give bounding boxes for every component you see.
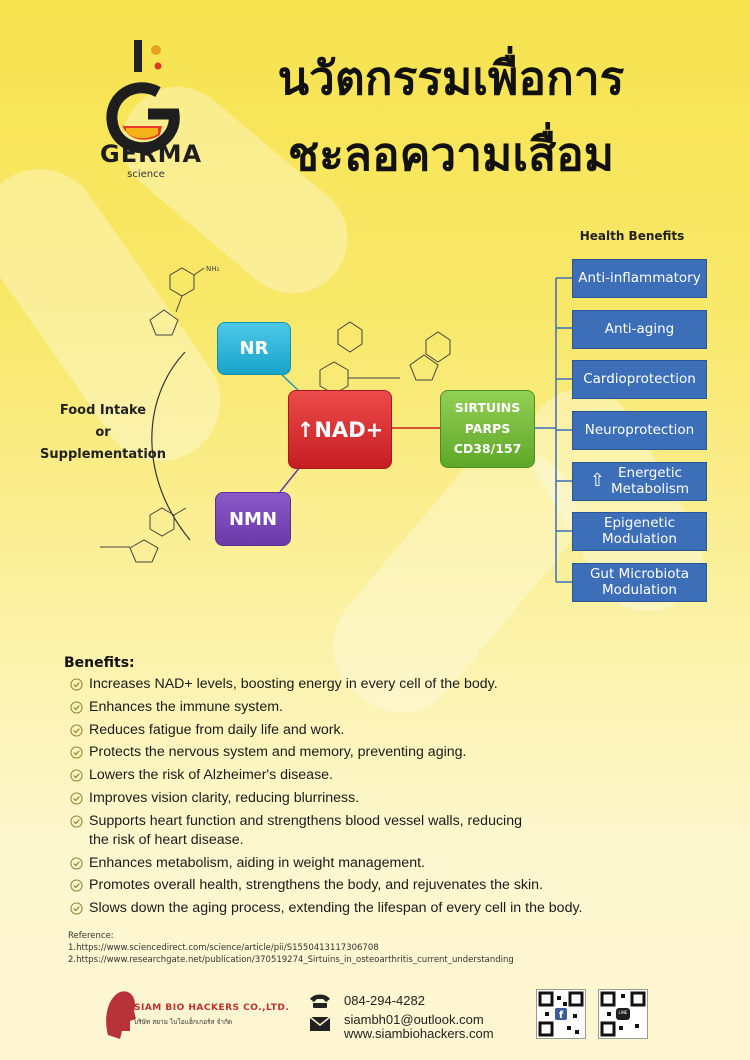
website[interactable]: www.siambiohackers.com xyxy=(344,1026,494,1041)
list-item: Supports heart function and strengthens blood vessel walls, reducing xyxy=(64,812,734,831)
list-item: Lowers the risk of Alzheimer's disease. xyxy=(64,766,734,785)
reference-link-1[interactable]: 1.https://www.sciencedirect.com/science/article/pii/S1550413117306708 xyxy=(68,943,379,953)
up-arrow-icon: ⇧ xyxy=(589,470,606,492)
check-circle-icon xyxy=(70,746,83,759)
brand-name: GERMA xyxy=(100,140,203,168)
list-item: Promotes overall health, strengthens the body, and rejuvenates the skin. xyxy=(64,876,734,895)
list-item: Slows down the aging process, extending the lifespan of every cell in the body. xyxy=(64,899,734,918)
benefit-anti-inflammatory: Anti-inflammatory xyxy=(572,259,707,298)
sirtuins-node: SIRTUINS PARPS CD38/157 xyxy=(440,390,535,468)
list-item-continuation: the risk of heart disease. xyxy=(89,831,244,848)
food-intake-label: Food Intake or Supplementation xyxy=(40,403,166,462)
page-title-line2: ชะลอความเสื่อม xyxy=(287,127,615,181)
nr-node: NR xyxy=(217,322,291,375)
mail-icon xyxy=(310,1017,330,1031)
company-name-thai: บริษัท สยาม ไบโอแฮ็กเกอร์ส จำกัด xyxy=(134,1018,233,1026)
list-item: Increases NAD+ levels, boosting energy in every cell of the body. xyxy=(64,675,734,694)
phone-icon xyxy=(308,993,332,1009)
reference-link-2[interactable]: 2.https://www.researchgate.net/publication/370519274_Sirtuins_in_osteoarthritis_current_understanding xyxy=(68,955,514,965)
check-circle-icon xyxy=(70,879,83,892)
benefits-heading: Benefits: xyxy=(64,655,135,671)
list-item: Enhances the immune system. xyxy=(64,698,734,717)
reference-section xyxy=(68,930,514,966)
nad-node: ↑NAD+ xyxy=(288,390,392,469)
molecule-nh2-label: NH₂ xyxy=(206,265,220,273)
reference-label: Reference: xyxy=(68,931,114,941)
line-label: LINE xyxy=(618,1010,628,1015)
check-circle-icon xyxy=(70,769,83,782)
head-circuit-icon xyxy=(100,985,140,1041)
brand-subtitle: science xyxy=(127,169,165,180)
check-circle-icon xyxy=(70,857,83,870)
check-circle-icon xyxy=(70,902,83,915)
check-circle-icon xyxy=(70,792,83,805)
nmn-node: NMN xyxy=(215,492,291,546)
benefit-gut-microbiota: Gut Microbiota Modulation xyxy=(572,563,707,602)
benefit-anti-aging: Anti-aging xyxy=(572,310,707,349)
benefit-energetic-metabolism: ⇧ Energetic Metabolism xyxy=(572,462,707,501)
line-qr-code[interactable] xyxy=(598,989,648,1039)
check-circle-icon xyxy=(70,701,83,714)
page-title-line1: นวัตกรรมเพื่อการ xyxy=(277,51,625,105)
benefit-epigenetic-modulation: Epigenetic Modulation xyxy=(572,512,707,551)
list-item: Enhances metabolism, aiding in weight management. xyxy=(64,854,734,873)
siam-bio-hackers-logo xyxy=(100,985,290,1041)
list-item: Reduces fatigue from daily life and work. xyxy=(64,721,734,740)
facebook-qr-code[interactable] xyxy=(536,989,586,1039)
benefits-section xyxy=(64,655,734,922)
benefit-cardioprotection: Cardioprotection xyxy=(572,360,707,399)
list-item: Improves vision clarity, reducing blurriness. xyxy=(64,789,734,808)
health-benefits-title: Health Benefits xyxy=(579,229,685,243)
svg-text:f: f xyxy=(558,1010,564,1021)
list-item: Protects the nervous system and memory, preventing aging. xyxy=(64,743,734,762)
email-address[interactable]: siambh01@outlook.com xyxy=(344,1012,484,1027)
benefit-neuroprotection: Neuroprotection xyxy=(572,411,707,450)
company-name: SIAM BIO HACKERS CO.,LTD. xyxy=(134,1003,290,1013)
check-circle-icon xyxy=(70,815,83,828)
check-circle-icon xyxy=(70,724,83,737)
phone-number: 084-294-4282 xyxy=(344,993,425,1008)
check-circle-icon xyxy=(70,678,83,691)
